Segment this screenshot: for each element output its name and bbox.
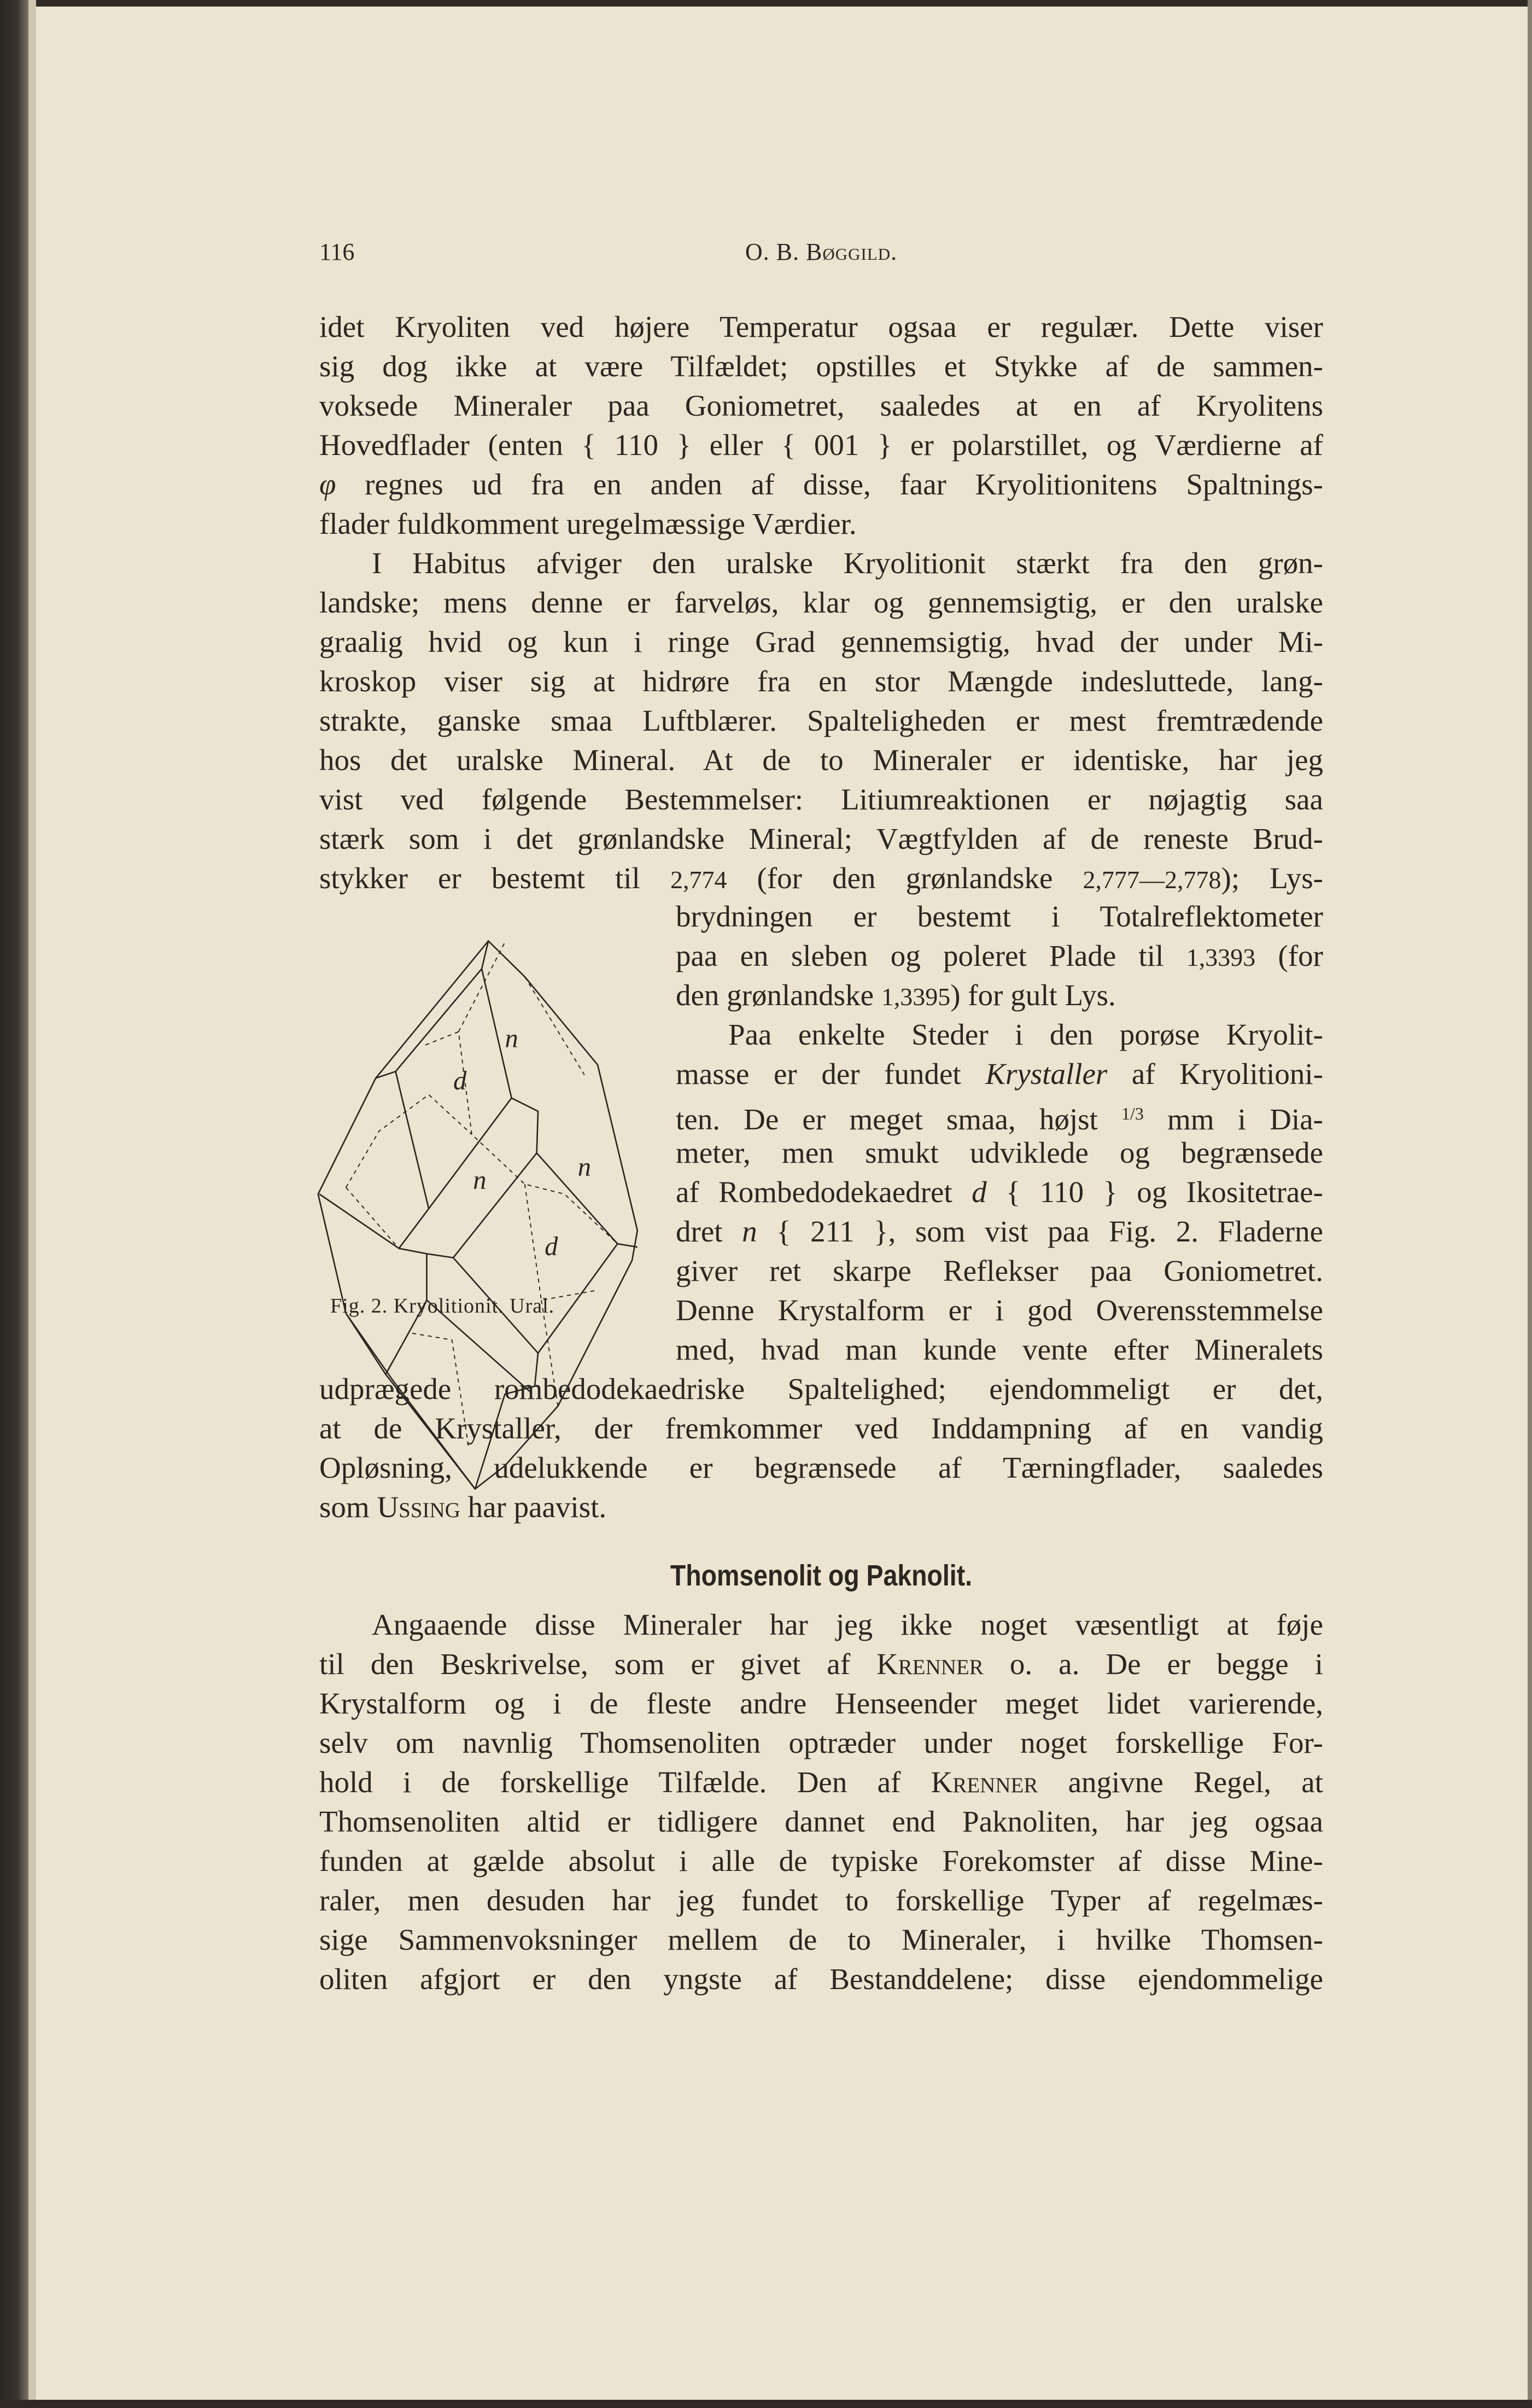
italic-term: φ xyxy=(319,468,336,501)
text-run: I Habitus afviger den uralske Kryolitionit stærkt fra den grøn- xyxy=(372,546,1323,580)
text-line xyxy=(676,1291,1323,1330)
scan-edge-bottom xyxy=(0,2400,1532,2408)
text-run: paa en sleben og poleret Plade til xyxy=(676,939,1186,972)
figure-caption: Fig. 2. Kryolitionit. Ural. xyxy=(330,1295,555,1317)
text-line xyxy=(319,741,1323,780)
text-run: Thomsenoliten altid er tidligere dannet end Paknoliten, har jeg ogsaa xyxy=(319,1805,1323,1838)
text-line xyxy=(676,936,1323,976)
text-run: 2,777—2,778 xyxy=(1083,866,1221,894)
text-run: voksede Mineraler paa Goniometret, saaledes at en af Kryolitens xyxy=(319,389,1323,422)
crystal-edge xyxy=(429,1098,511,1209)
text-line xyxy=(319,1605,1323,1645)
text-run: dret xyxy=(676,1215,742,1248)
text-line xyxy=(319,465,1323,504)
crystal-hidden-edge xyxy=(412,1333,469,1446)
text-line xyxy=(676,1173,1323,1212)
page-number: 116 xyxy=(319,238,355,265)
text-run: Paa enkelte Steder i den porøse Kryolit- xyxy=(728,1018,1323,1051)
text-run: ); Lys- xyxy=(1221,861,1323,895)
text-run: flader fuldkomment uregelmæssige Værdier. xyxy=(319,507,857,540)
text-run: den grønlandske xyxy=(676,978,881,1012)
text-run: stykker er bestemt til xyxy=(319,861,670,895)
text-block-section xyxy=(319,1605,1323,1999)
text-run: Angaaende disse Mineraler har jeg ikke noget væsentligt at føje xyxy=(372,1608,1323,1641)
scan-edge-top xyxy=(0,0,1532,7)
text-line xyxy=(319,386,1323,425)
text-run: 2,774 xyxy=(670,866,727,894)
italic-term: Krystaller xyxy=(985,1057,1108,1091)
text-line xyxy=(319,780,1323,819)
text-run: Denne Krystalform er i god Overensstemmelse xyxy=(676,1293,1323,1327)
text-run: som xyxy=(319,1490,377,1524)
text-run: giver ret skarpe Reflekser paa Goniometret. xyxy=(676,1254,1323,1287)
text-line xyxy=(319,583,1323,622)
text-run: masse er der fundet xyxy=(676,1057,986,1091)
text-line xyxy=(676,1212,1323,1251)
crystal-outline xyxy=(318,941,638,1489)
text-line xyxy=(319,504,1323,544)
text-line xyxy=(319,1723,1323,1763)
crystal-edge xyxy=(482,969,638,1247)
text-line xyxy=(319,622,1323,662)
text-run: landske; mens denne er farveløs, klar og gennemsigtig, er den uralske xyxy=(319,586,1323,619)
text-run: Hovedflader (enten { 110 } eller { 001 } er polarstillet, og Værdierne af xyxy=(319,428,1323,462)
text-run: funden at gælde absolut i alle de typiske Forekomster af disse Mine- xyxy=(319,1844,1323,1878)
text-run: ten. De er meget smaa, højst xyxy=(676,1103,1121,1136)
text-line xyxy=(319,662,1323,701)
text-line xyxy=(319,701,1323,741)
section-heading: Thomsenolit og Paknolit. xyxy=(670,1559,973,1592)
running-header xyxy=(319,238,1323,271)
text-run: meter, men smukt udviklede og begrænsede xyxy=(676,1136,1323,1169)
text-run: Krystalform og i de fleste andre Henseender meget lidet varierende, xyxy=(319,1687,1323,1720)
author-name: Ussing xyxy=(377,1490,460,1524)
text-line xyxy=(319,1920,1323,1960)
text-run: { 110 } og Ikositetrae- xyxy=(986,1175,1323,1209)
face-label-n: n xyxy=(505,1024,518,1053)
text-run: vist ved følgende Bestemmelser: Litiumreaktionen er nøjagtig saa xyxy=(319,783,1323,816)
text-line xyxy=(319,1841,1323,1881)
face-label-n: n xyxy=(577,1152,591,1182)
text-line xyxy=(676,1133,1323,1173)
text-run: { 211 }, som vist paa Fig. 2. Fladerne xyxy=(757,1215,1323,1248)
author-name: Krenner xyxy=(876,1647,984,1681)
text-run: har paavist. xyxy=(460,1490,607,1524)
face-label-d: d xyxy=(453,1066,467,1095)
text-run: brydningen er bestemt i Totalreflektometer xyxy=(676,900,1323,933)
text-run: sig dog ikke at være Tilfældet; opstilles et Stykke af de sammen- xyxy=(319,349,1323,383)
text-line xyxy=(319,307,1323,347)
text-run: at de Krystaller, der fremkommer ved Inddampning af en vandig xyxy=(319,1412,1323,1445)
text-run: raler, men desuden har jeg fundet to forskellige Typer af regelmæs- xyxy=(319,1884,1323,1917)
text-run: stærk som i det grønlandske Mineral; Vægtfylden af de reneste Brud- xyxy=(319,822,1323,855)
text-run: regnes ud fra en anden af disse, faar Kryolitionitens Spaltnings- xyxy=(336,468,1323,501)
italic-term: n xyxy=(742,1215,757,1248)
text-run: 1,3393 xyxy=(1186,943,1256,971)
text-line xyxy=(676,1251,1323,1291)
text-run: hos det uralske Mineral. At de to Mineraler er identiske, har jeg xyxy=(319,743,1323,777)
text-run: med, hvad man kunde vente efter Mineralets xyxy=(676,1333,1323,1366)
scan-edge-right xyxy=(1528,0,1532,2408)
crystal-hidden-edge xyxy=(346,1095,472,1188)
crystal-hidden-edge xyxy=(525,1184,598,1300)
text-run: sige Sammenvoksninger mellem de to Mineraler, i hvilke Thomsen- xyxy=(319,1923,1323,1956)
text-run: af Kryolitioni- xyxy=(1107,1057,1324,1091)
face-label-d: d xyxy=(545,1232,558,1261)
text-line xyxy=(676,1054,1323,1094)
text-line xyxy=(319,859,1323,898)
text-run: af Rombedodekaedret xyxy=(676,1175,972,1209)
text-line xyxy=(319,819,1323,859)
text-line xyxy=(676,1330,1323,1369)
text-run: 1/3 xyxy=(1121,1104,1144,1123)
text-line xyxy=(676,1094,1323,1136)
text-line xyxy=(319,544,1323,583)
running-head-author: O. B. Bøggild. xyxy=(745,238,898,265)
text-run: mm i Dia- xyxy=(1143,1103,1323,1136)
text-block-beside-figure xyxy=(676,897,1323,1369)
scan-edge-left xyxy=(0,0,28,2408)
text-line xyxy=(319,425,1323,465)
text-line xyxy=(319,1881,1323,1920)
text-run: graalig hvid og kun i ringe Grad gennemsigtig, hvad der under Mi- xyxy=(319,625,1323,658)
text-line xyxy=(319,1960,1323,1999)
text-run: (for xyxy=(1255,939,1324,972)
author-name: Krenner xyxy=(931,1765,1038,1799)
italic-term: d xyxy=(972,1175,987,1209)
text-run: (for den grønlandske xyxy=(727,861,1083,895)
text-run: idet Kryoliten ved højere Temperatur ogsaa er regulær. Dette viser xyxy=(319,310,1323,343)
crystal-figure xyxy=(306,902,651,1499)
text-line xyxy=(676,976,1323,1015)
text-run: Opløsning, udelukkende er begrænsede af Tærningflader, saaledes xyxy=(319,1451,1323,1484)
text-line xyxy=(319,1645,1323,1684)
text-run: udprægede rombedodekaedriske Spaltelighed; ejendommeligt er det, xyxy=(319,1372,1323,1406)
text-line xyxy=(676,897,1323,936)
face-label-n: n xyxy=(473,1165,487,1195)
text-run: hold i de forskellige Tilfælde. Den af xyxy=(319,1765,931,1799)
text-run: oliten afgjort er den yngste af Bestanddelene; disse ejendommelige xyxy=(319,1962,1323,1996)
scan-edge-left-strip xyxy=(28,0,36,2408)
text-line xyxy=(319,1802,1323,1841)
crystal-hidden-edge xyxy=(525,977,584,1075)
text-block-top xyxy=(319,307,1323,898)
crystal-edge xyxy=(453,1153,537,1257)
text-run: selv om navnlig Thomsenoliten optræder under noget forskellige For- xyxy=(319,1726,1323,1759)
text-line xyxy=(319,1763,1323,1802)
text-line xyxy=(676,1015,1323,1054)
text-run: ) for gult Lys. xyxy=(950,978,1116,1012)
text-run: til den Beskrivelse, som er givet af xyxy=(319,1647,877,1681)
text-run: 1,3395 xyxy=(881,983,951,1011)
text-run: angivne Regel, at xyxy=(1038,1765,1323,1799)
text-run: kroskop viser sig at hidrøre fra en stor Mængde indesluttede, lang- xyxy=(319,664,1323,698)
text-line xyxy=(319,1684,1323,1723)
text-line xyxy=(319,347,1323,386)
text-run: o. a. De er begge i xyxy=(983,1647,1323,1681)
text-run: strakte, ganske smaa Luftblærer. Spalteligheden er mest fremtrædende xyxy=(319,704,1323,737)
